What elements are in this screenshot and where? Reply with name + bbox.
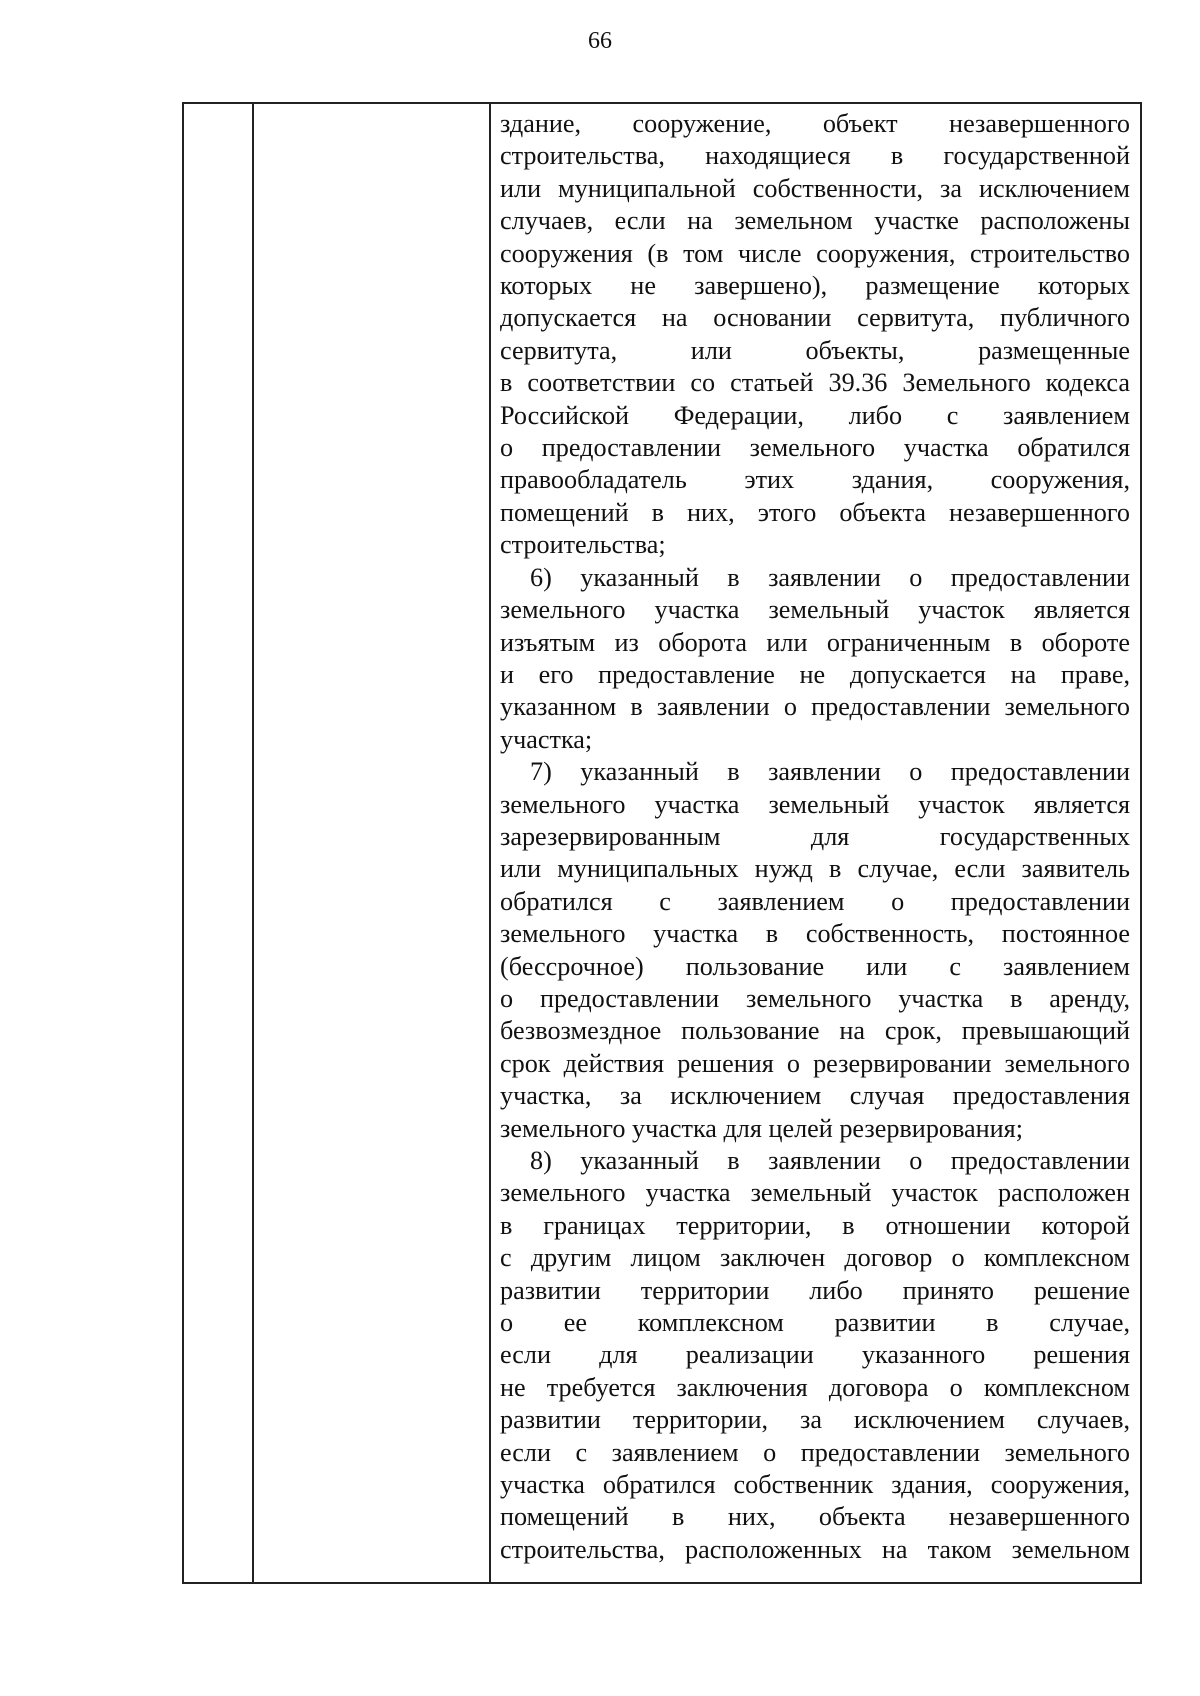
table-column-divider (489, 104, 491, 1582)
text-line: сооружения (в том числе сооружения, строительство (500, 238, 1130, 268)
text-line: с другим лицом заключен договор о комплексном (500, 1243, 1130, 1273)
text-line: строительства, находящиеся в государственной (500, 141, 1130, 171)
text-line: участка обратился собственник здания, сооружения, (500, 1470, 1130, 1500)
text-line: о ее комплексном развитии в случае, (500, 1308, 1130, 1338)
text-line: и его предоставление не допускается на праве, (500, 659, 1130, 689)
text-line: о предоставлении земельного участка обратился (500, 433, 1130, 463)
text-line: 7) указанный в заявлении о предоставлении (530, 757, 1130, 787)
text-line: которых не завершено), размещение которых (500, 271, 1130, 301)
text-line: земельного участка земельный участок является (500, 595, 1130, 625)
document-table (182, 102, 1142, 1584)
list-item-7 (500, 756, 1130, 1145)
text-line: если с заявлением о предоставлении земельного (500, 1437, 1130, 1467)
text-line: допускается на основании сервитута, публичного (500, 303, 1130, 333)
text-line: строительства, расположенных на таком земельном (500, 1534, 1130, 1564)
text-line: случаев, если на земельном участке расположены (500, 206, 1130, 236)
text-line: или муниципальных нужд в случае, если заявитель (500, 854, 1130, 884)
text-line: земельного участка для целей резервирования; (500, 1113, 1023, 1143)
text-line: срок действия решения о резервировании земельного (500, 1048, 1130, 1078)
table-cell-text (500, 108, 1130, 1566)
table-column-divider (252, 104, 254, 1582)
text-line: Российской Федерации, либо с заявлением (500, 400, 1130, 430)
text-line: (бессрочное) пользование или с заявлением (500, 951, 1130, 981)
page-number: 66 (588, 28, 612, 54)
list-item-6 (500, 562, 1130, 756)
text-line: сервитута, или объекты, размещенные (500, 335, 1130, 365)
text-line: безвозмездное пользование на срок, превышающий (500, 1016, 1130, 1046)
text-line: земельного участка в собственность, постоянное (500, 919, 1130, 949)
text-line: зарезервированным для государственных (500, 821, 1130, 851)
text-line: развитии территории либо принято решение (500, 1275, 1130, 1305)
text-line: помещений в них, объекта незавершенного (500, 1502, 1130, 1532)
text-line: правообладатель этих здания, сооружения, (500, 465, 1130, 495)
text-line: о предоставлении земельного участка в аренду, (500, 983, 1130, 1013)
text-line: 6) указанный в заявлении о предоставлении (530, 562, 1130, 592)
list-item-8 (500, 1145, 1130, 1566)
text-line: в соответствии со статьей 39.36 Земельного кодекса (500, 368, 1130, 398)
text-line: земельного участка земельный участок является (500, 789, 1130, 819)
text-line: участка, за исключением случая предоставления (500, 1081, 1130, 1111)
text-line: изъятым из оборота или ограниченным в обороте (500, 627, 1130, 657)
text-line: если для реализации указанного решения (500, 1340, 1130, 1370)
text-line: 8) указанный в заявлении о предоставлении (530, 1146, 1130, 1175)
text-line: указанном в заявлении о предоставлении земельного (500, 692, 1130, 722)
text-line: обратился с заявлением о предоставлении (500, 886, 1130, 916)
paragraph-continuation (500, 108, 1130, 562)
text-line: в границах территории, в отношении которой (500, 1210, 1130, 1240)
text-line: строительства; (500, 530, 666, 560)
text-line: развитии территории, за исключением случаев, (500, 1405, 1130, 1435)
text-line: здание, сооружение, объект незавершенного (500, 109, 1130, 138)
text-line: земельного участка земельный участок расположен (500, 1178, 1130, 1208)
text-line: или муниципальной собственности, за исключением (500, 173, 1130, 203)
text-line: участка; (500, 724, 593, 754)
text-line: не требуется заключения договора о комплексном (500, 1372, 1130, 1402)
text-line: помещений в них, этого объекта незавершенного (500, 497, 1130, 527)
